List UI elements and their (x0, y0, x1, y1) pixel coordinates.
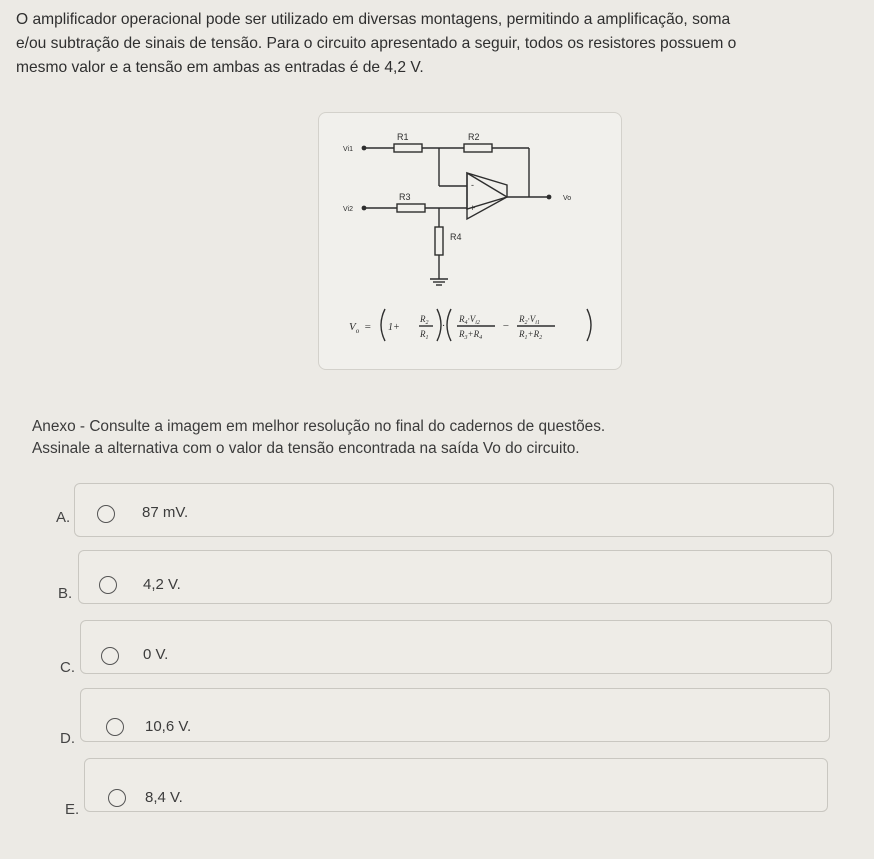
option-b[interactable] (78, 550, 832, 604)
formula-d2b: +R (527, 329, 540, 339)
svg-text:R2 (419, 314, 429, 326)
formula-d1a-sub: 3 (464, 335, 468, 341)
formula-n2a: R (519, 314, 525, 324)
formula-n2a-sub: 2 (524, 320, 528, 326)
formula-vo-sub: o (355, 327, 360, 335)
option-text-b: 4,2 V. (143, 576, 181, 593)
svg-text:R3+R4 (458, 329, 482, 341)
label-r3: R3 (399, 192, 411, 202)
formula-d1b: +R (467, 329, 480, 339)
statement-line: mesmo valor e a tensão em ambas as entradas é de 4,2 V. (16, 59, 424, 76)
question-statement (16, 8, 858, 80)
option-letter-b: B. (58, 585, 73, 602)
option-letter-e: E. (65, 801, 80, 818)
svg-text:R1 (419, 329, 429, 341)
label-vo: Vo (563, 195, 572, 202)
formula-minus: − (502, 320, 510, 332)
formula-d2a: R (519, 329, 525, 339)
formula-d2a-sub: 1 (524, 335, 528, 341)
option-d[interactable] (80, 688, 830, 742)
svg-text:R1+R2 (518, 329, 542, 341)
question-prompt: Assinale a alternativa com o valor da tensão encontrada na saída Vo do circuito. (32, 440, 580, 457)
formula-r2-sub: 2 (425, 320, 429, 326)
option-letter-c: C. (60, 659, 75, 676)
formula-n1a: R (459, 314, 465, 324)
resistor-r1 (394, 144, 422, 152)
statement-line: O amplificador operacional pode ser utilizado em diversas montagens, permitindo a amplificação, soma (16, 11, 731, 28)
option-text-d: 10,6 V. (145, 718, 192, 735)
radio-option-b[interactable] (99, 576, 117, 594)
svg-text:R2·Vi1 (518, 314, 540, 326)
formula-n2b-sub: i1 (535, 320, 540, 326)
annex-note: Anexo - Consulte a imagem em melhor resolução no final do cadernos de questões. (32, 418, 606, 435)
formula-d1b-sub: 4 (479, 335, 483, 341)
instructions (32, 416, 852, 460)
option-text-e: 8,4 V. (145, 789, 183, 806)
label-r4: R4 (450, 232, 462, 242)
formula-vo: V (349, 321, 356, 333)
label-r2: R2 (468, 132, 480, 142)
op-amp-circuit-diagram (319, 113, 621, 369)
formula-n1b-sub: i2 (475, 320, 480, 326)
formula-r1-sub: 1 (425, 335, 429, 341)
label-vi2: Vi2 (343, 206, 353, 213)
radio-option-a[interactable] (97, 505, 115, 523)
formula-one-plus: 1+ (388, 322, 400, 333)
svg-text:Vo (349, 321, 360, 335)
radio-option-d[interactable] (106, 718, 124, 736)
option-letter-a: A. (56, 509, 71, 526)
formula-equals: = (364, 321, 372, 333)
radio-option-e[interactable] (108, 789, 126, 807)
radio-option-c[interactable] (101, 647, 119, 665)
formula-d2b-sub: 2 (539, 335, 543, 341)
node-dot (547, 195, 552, 200)
resistor-r3 (397, 204, 425, 212)
formula-d1a: R (459, 329, 465, 339)
statement-line: e/ou subtração de sinais de tensão. Para o circuito apresentado a seguir, todos os resistores possuem o (16, 35, 737, 52)
label-vi1: Vi1 (343, 146, 353, 153)
label-inverting: - (471, 180, 474, 190)
option-e[interactable] (84, 758, 828, 812)
formula-r1: R (420, 329, 426, 339)
option-letter-d: D. (60, 730, 75, 747)
formula-n1a-sub: 4 (464, 320, 468, 326)
formula-dot: · (442, 320, 445, 332)
option-text-c: 0 V. (143, 646, 169, 663)
svg-text:R4·Vi2 (458, 314, 480, 326)
node-dot (362, 206, 367, 211)
label-r1: R1 (397, 132, 409, 142)
resistor-r2 (464, 144, 492, 152)
resistor-r4 (435, 227, 443, 255)
formula-r2: R (420, 314, 426, 324)
option-c[interactable] (80, 620, 832, 674)
label-noninverting: + (470, 203, 476, 213)
output-voltage-formula (349, 314, 542, 341)
formula-n1b: ·V (467, 314, 476, 324)
node-dot (362, 146, 367, 151)
option-text-a: 87 mV. (142, 504, 189, 521)
formula-n2b: ·V (527, 314, 536, 324)
circuit-figure (318, 112, 622, 370)
